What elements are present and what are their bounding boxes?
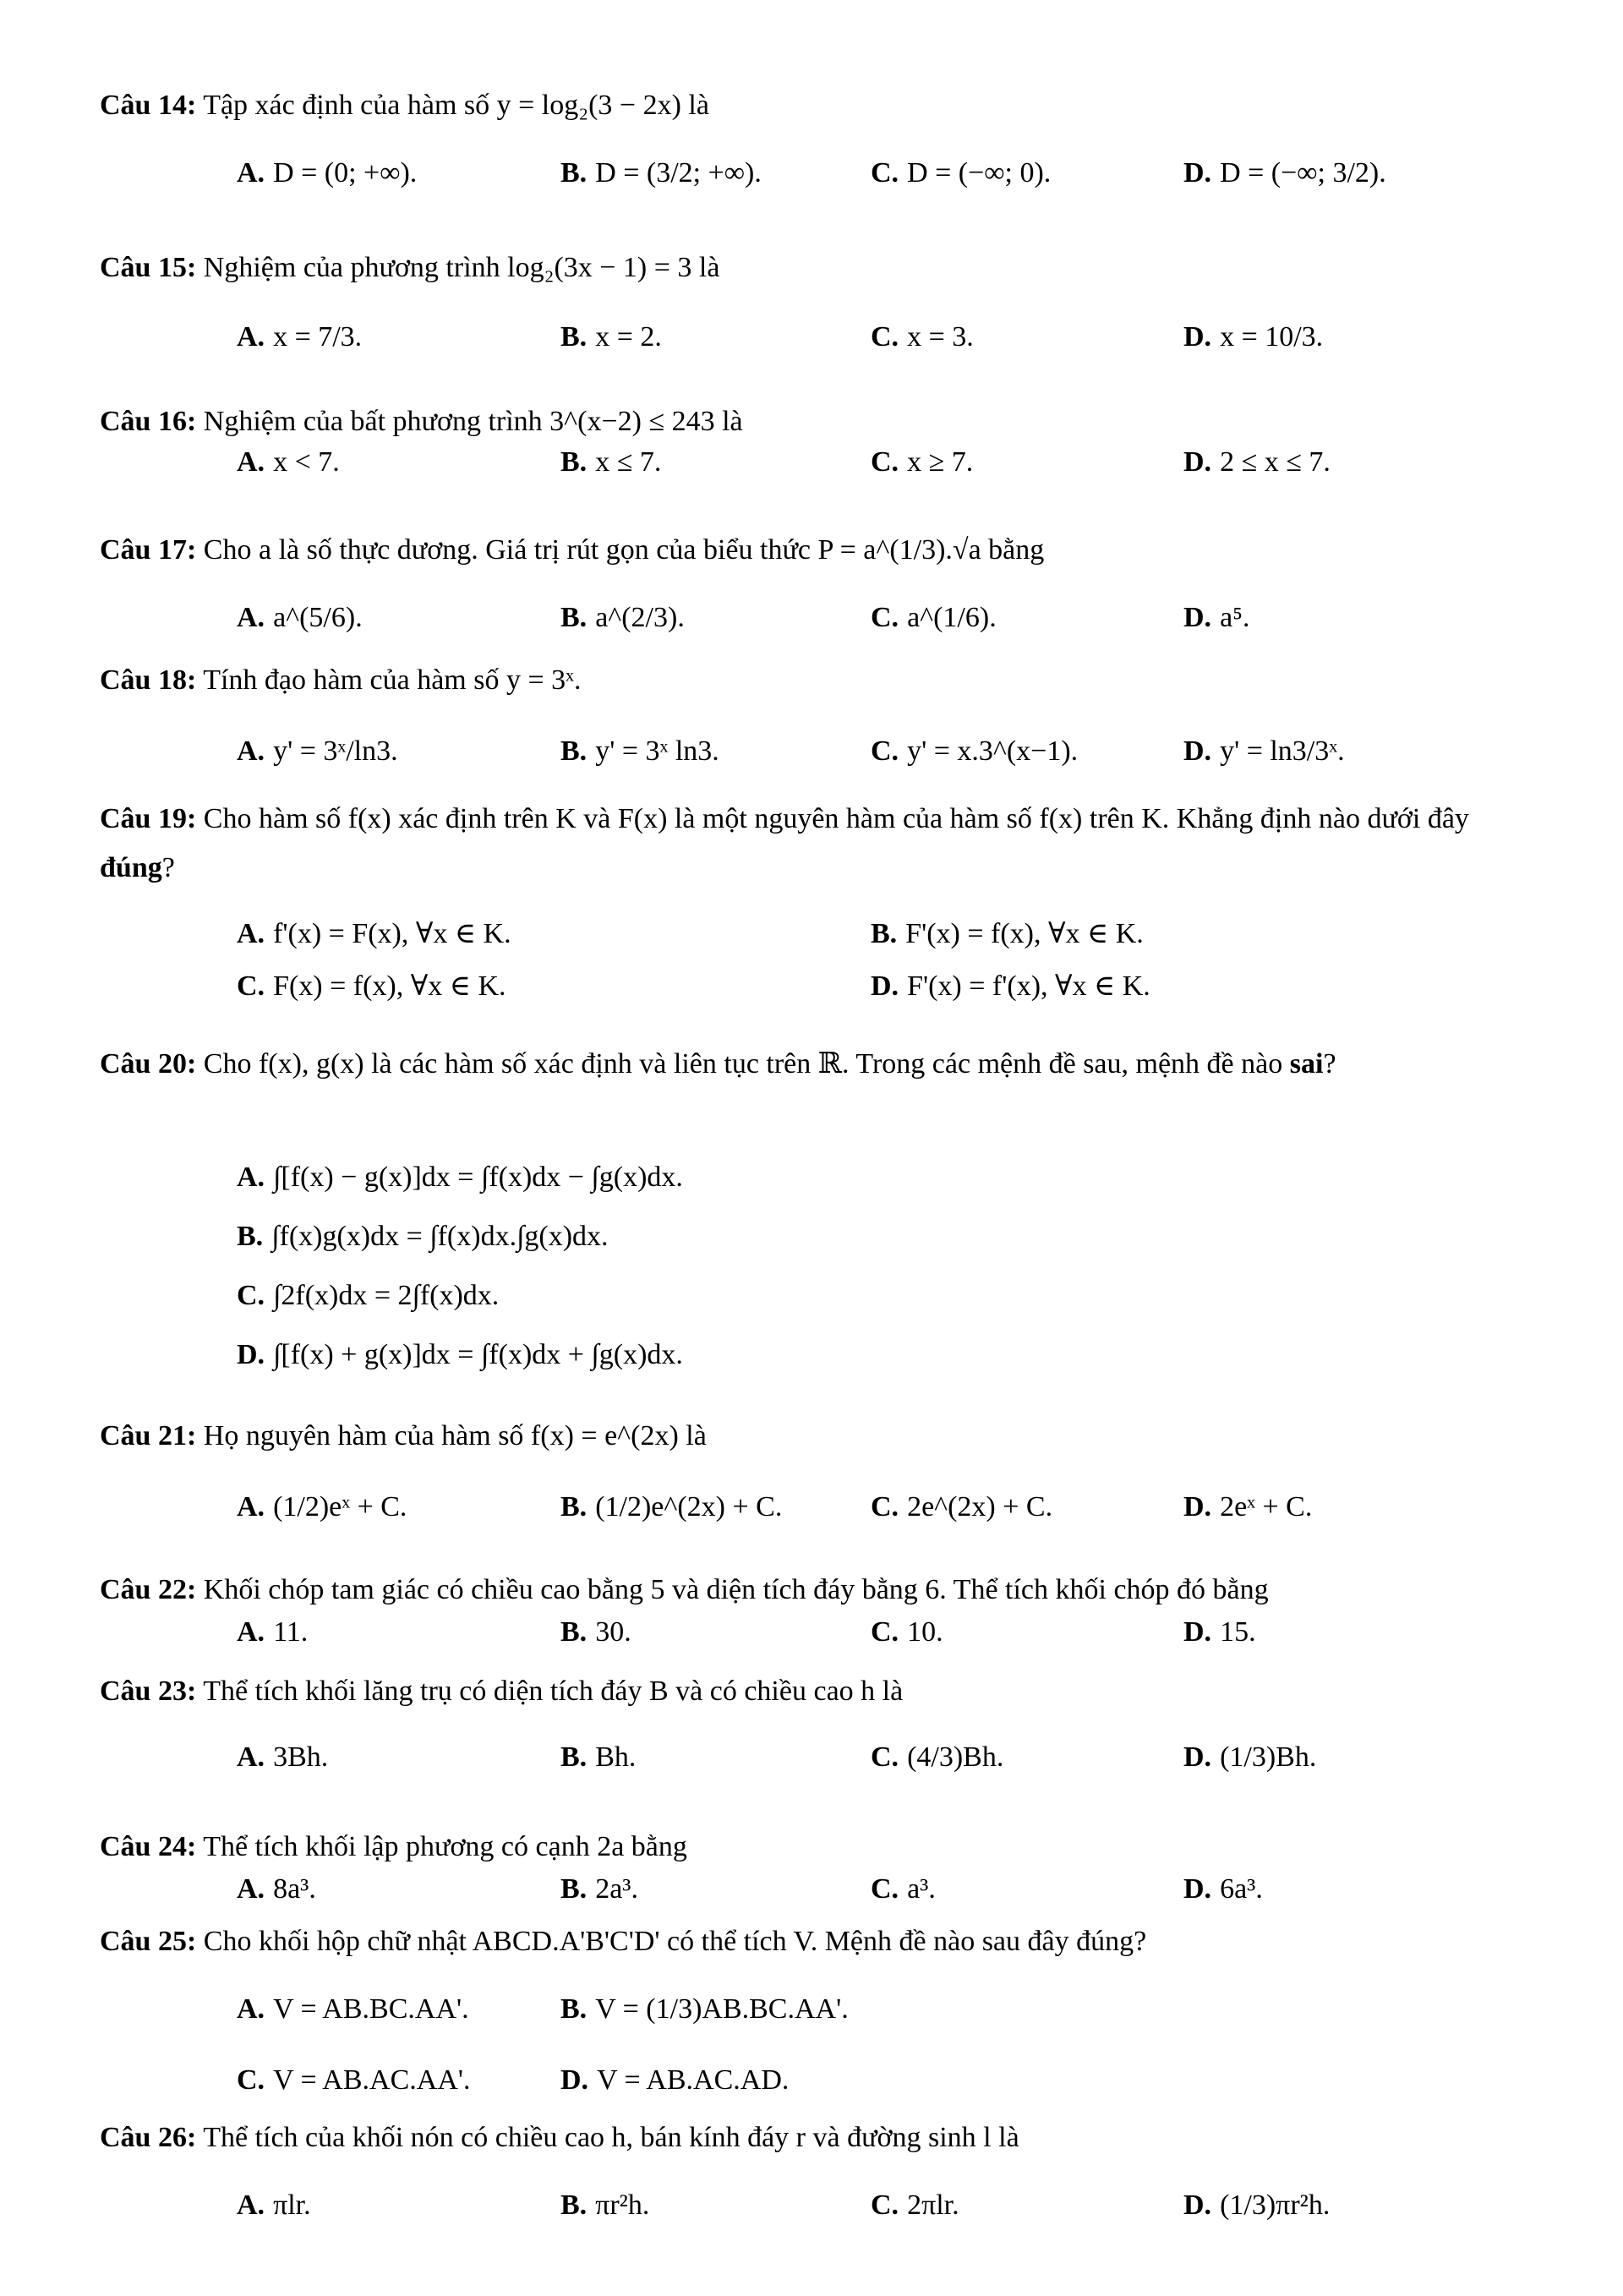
exam-page: [100, 0, 1537, 2296]
option-c[interactable]: C. x = 3.: [871, 321, 974, 353]
question-20: Câu 20: Cho f(x), g(x) là các hàm số xác định và liên tục trên ℝ. Trong các mệnh đề sau, mệnh đề nào sai?: [100, 1048, 1336, 1080]
question-18: Câu 18: Tính đạo hàm của hàm số y = 3ˣ.: [100, 664, 582, 696]
option-c[interactable]: C. ∫2f(x)dx = 2∫f(x)dx.: [237, 1280, 500, 1311]
option-b[interactable]: B. x ≤ 7.: [560, 446, 662, 478]
option-a[interactable]: A. V = AB.BC.AA'.: [237, 1993, 469, 2025]
option-b[interactable]: B. a^(2/3).: [560, 602, 685, 633]
question-label: Câu 14:: [100, 90, 197, 121]
option-d[interactable]: D. V = AB.AC.AD.: [560, 2064, 790, 2096]
option-c[interactable]: C. F(x) = f(x), ∀x ∈ K.: [237, 970, 506, 1002]
question-stem: Tập xác định của hàm số y = log₂(3 − 2x) là: [203, 90, 709, 121]
option-d[interactable]: D. D = (−∞; 3/2).: [1183, 157, 1386, 189]
option-d[interactable]: D. 6a³.: [1183, 1873, 1263, 1905]
option-c[interactable]: C. x ≥ 7.: [871, 446, 974, 478]
option-d[interactable]: D. F'(x) = f'(x), ∀x ∈ K.: [871, 970, 1150, 1002]
option-a[interactable]: A. (1/2)eˣ + C.: [237, 1491, 407, 1522]
question-25: Câu 25: Cho khối hộp chữ nhật ABCD.A'B'C'D' có thể tích V. Mệnh đề nào sau đây đúng?: [100, 1926, 1147, 1957]
option-b[interactable]: B. y' = 3ˣ ln3.: [560, 735, 719, 767]
option-c[interactable]: C. D = (−∞; 0).: [871, 157, 1052, 189]
option-d[interactable]: D. (1/3)Bh.: [1183, 1741, 1317, 1773]
question-22: Câu 22: Khối chóp tam giác có chiều cao bằng 5 và diện tích đáy bằng 6. Thể tích khối chóp đó bằng: [100, 1574, 1269, 1605]
option-b[interactable]: B. ∫f(x)g(x)dx = ∫f(x)dx.∫g(x)dx.: [237, 1221, 609, 1252]
option-a[interactable]: A. πlr.: [237, 2189, 311, 2221]
question-21: Câu 21: Họ nguyên hàm của hàm số f(x) = e^(2x) là: [100, 1420, 707, 1451]
option-d[interactable]: D. ∫[f(x) + g(x)]dx = ∫f(x)dx + ∫g(x)dx.: [237, 1339, 683, 1370]
question-17: Câu 17: Cho a là số thực dương. Giá trị rút gọn của biểu thức P = a^(1/3).√a bằng: [100, 534, 1045, 566]
option-d[interactable]: D. 15.: [1183, 1616, 1256, 1648]
option-d[interactable]: D. a⁵.: [1183, 602, 1250, 633]
question-23: Câu 23: Thể tích khối lăng trụ có diện tích đáy B và có chiều cao h là: [100, 1676, 904, 1707]
option-d[interactable]: D. y' = ln3/3ˣ.: [1183, 735, 1345, 767]
option-d[interactable]: D. 2 ≤ x ≤ 7.: [1183, 446, 1331, 478]
option-b[interactable]: B. D = (3/2; +∞).: [560, 157, 762, 189]
question-14: [100, 81, 1528, 130]
option-a[interactable]: A. 3Bh.: [237, 1741, 329, 1773]
option-c[interactable]: C. 2e^(2x) + C.: [871, 1491, 1053, 1522]
question-15: Câu 15: Nghiệm của phương trình log₂(3x − 1) = 3 là: [100, 252, 720, 283]
question-19: Câu 19: Cho hàm số f(x) xác định trên K và F(x) là một nguyên hàm của hàm số f(x) trên K. Khẳng định nào dưới đây đúng?: [100, 803, 1469, 883]
option-b[interactable]: B. 2a³.: [560, 1873, 638, 1905]
option-a[interactable]: A. 8a³.: [237, 1873, 316, 1905]
option-d[interactable]: D. 2eˣ + C.: [1183, 1491, 1313, 1522]
option-b[interactable]: B. F'(x) = f(x), ∀x ∈ K.: [871, 918, 1144, 949]
question-24: Câu 24: Thể tích khối lập phương có cạnh 2a bằng: [100, 1831, 687, 1862]
option-c[interactable]: C. y' = x.3^(x−1).: [871, 735, 1079, 767]
option-a[interactable]: A. x < 7.: [237, 446, 340, 478]
option-c[interactable]: C. (4/3)Bh.: [871, 1741, 1004, 1773]
option-b[interactable]: B. πr²h.: [560, 2189, 650, 2221]
option-d[interactable]: D. (1/3)πr²h.: [1183, 2189, 1331, 2221]
option-c[interactable]: C. 10.: [871, 1616, 943, 1648]
option-a[interactable]: A. x = 7/3.: [237, 321, 363, 353]
option-b[interactable]: B. V = (1/3)AB.BC.AA'.: [560, 1993, 849, 2025]
option-c[interactable]: C. 2πlr.: [871, 2189, 959, 2221]
option-b[interactable]: B. 30.: [560, 1616, 631, 1648]
option-c[interactable]: C. V = AB.AC.AA'.: [237, 2064, 471, 2096]
option-a[interactable]: A. a^(5/6).: [237, 602, 363, 633]
option-c[interactable]: C. a^(1/6).: [871, 602, 997, 633]
option-d[interactable]: D. x = 10/3.: [1183, 321, 1324, 353]
option-a[interactable]: A. D = (0; +∞).: [237, 157, 418, 189]
option-b[interactable]: B. Bh.: [560, 1741, 637, 1773]
question-16: Câu 16: Nghiệm của bất phương trình 3^(x−2) ≤ 243 là: [100, 406, 743, 437]
option-c[interactable]: C. a³.: [871, 1873, 936, 1905]
option-a[interactable]: A. ∫[f(x) − g(x)]dx = ∫f(x)dx − ∫g(x)dx.: [237, 1162, 683, 1193]
option-a[interactable]: A. f'(x) = F(x), ∀x ∈ K.: [237, 918, 511, 949]
question-26: Câu 26: Thể tích của khối nón có chiều cao h, bán kính đáy r và đường sinh l là: [100, 2122, 1019, 2153]
option-a[interactable]: A. y' = 3ˣ/ln3.: [237, 735, 398, 767]
option-b[interactable]: B. (1/2)e^(2x) + C.: [560, 1491, 783, 1522]
option-a[interactable]: A. 11.: [237, 1616, 309, 1648]
option-b[interactable]: B. x = 2.: [560, 321, 662, 353]
